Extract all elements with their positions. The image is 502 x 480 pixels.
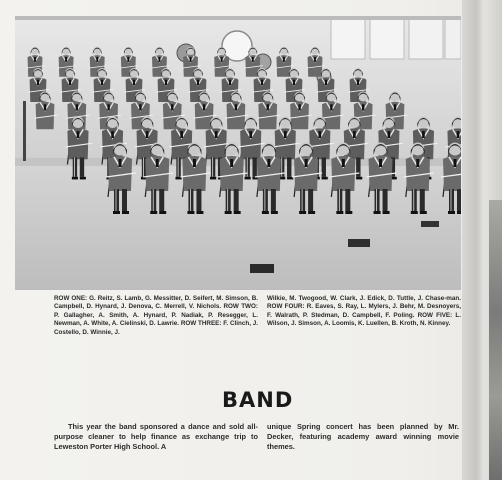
next-page-edge [489, 200, 502, 480]
photo-caption-left: ROW ONE: G. Reitz, S. Lamb, G. Messitter, D. Seifert, M. Simson, B. Campbell, D. Hynard, J. Denova, C. Merrell, V. Nichols. ROW TWO: P. Gallagher, A. Smith, A. Hynard, P. Nadiak, P. Resegger, L. Newman, A. White, A. Cielinski, D. Lawrie. ROW THREE: F. Clinch, J. Costello, D. Winnie, J. [54, 295, 258, 336]
photo-window [445, 19, 461, 59]
photo-window [409, 19, 443, 59]
photo-window [331, 19, 365, 59]
section-title: BAND [222, 388, 294, 412]
article-text-left: This year the band sponsored a dance and sold all-purpose cleaner to help finance as exchange trip to Leweston Porter High School. A [54, 422, 258, 452]
floor-tile [348, 239, 370, 247]
article-text-right: unique Spring concert has been planned by Mr. Decker, featuring academy award winning movie themes. [267, 422, 459, 452]
floor-tile [250, 264, 274, 273]
photo-window [370, 19, 404, 59]
band-group-photo [15, 16, 461, 290]
band-photo-drawing [15, 16, 461, 290]
photo-caption-right: Wilkie, M. Twogood, W. Clark, J. Edick, D. Tuttle, J. Chase-man. ROW FOUR: R. Eaves, S. Ray, L. Mylers, J. Behr, M. Desnoyers, F. Walrath, P. Stedman, D. Campbell, F. Poling. ROW FIVE: L. Wilson, J. Simson, A. Loomis, K. Luellen, B. Kroth, N. Kinney. [267, 295, 461, 328]
